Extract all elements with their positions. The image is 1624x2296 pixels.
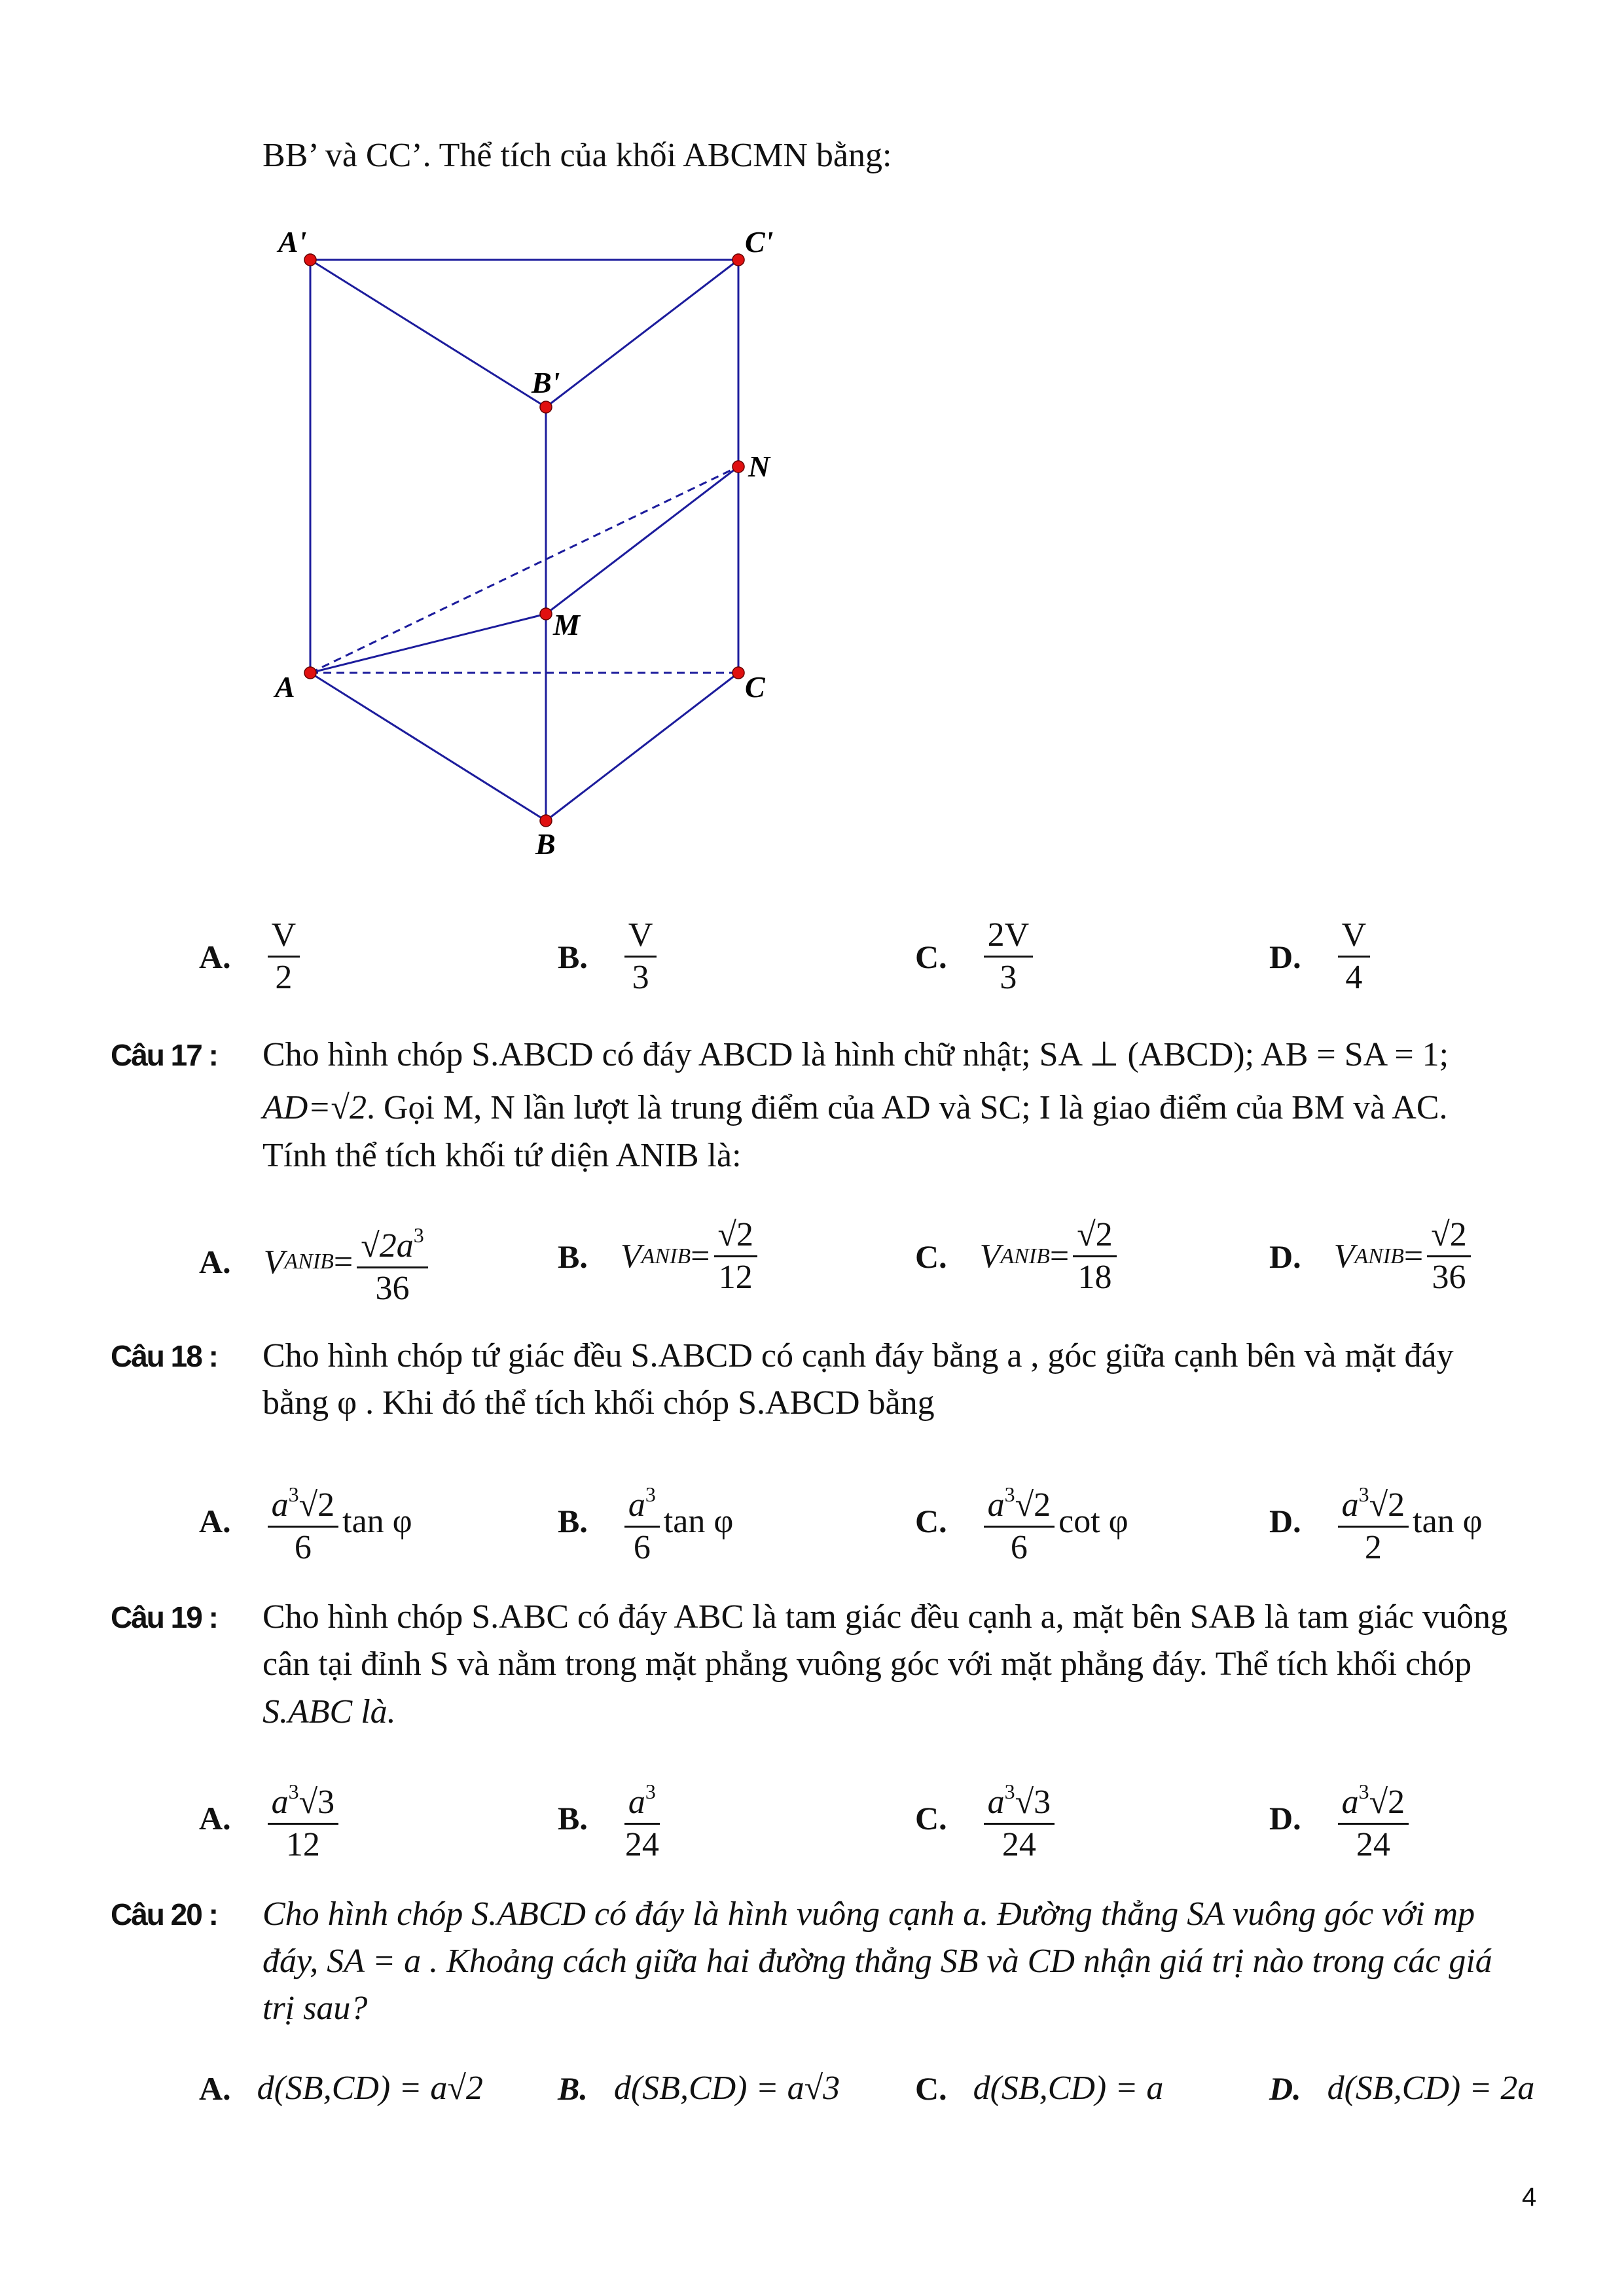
option-letter: B. <box>558 1503 588 1539</box>
option-letter: D. <box>1269 1503 1301 1539</box>
label-b: B <box>535 827 556 861</box>
option-letter: C. <box>915 2070 947 2107</box>
q16-option-a[interactable] <box>199 915 304 998</box>
label-b1: B' <box>532 366 560 399</box>
q19-line-3: S.ABC là. <box>262 1693 396 1731</box>
q18-line-1: Cho hình chóp tứ giác đều S.ABCD có cạnh đáy bằng a , góc giữa cạnh bên và mặt đáy <box>262 1337 1454 1374</box>
trig-function: tan φ <box>663 1502 734 1540</box>
option-letter: C. <box>915 1503 947 1539</box>
fraction: $\frac{√2}{36}$ <box>1427 1215 1471 1298</box>
q17-label: Câu 17 : <box>111 1038 217 1072</box>
q19-option-a[interactable] <box>199 1771 342 1865</box>
q19-option-b[interactable] <box>558 1771 664 1865</box>
option-letter: B. <box>558 1238 588 1275</box>
q17-line-1: Cho hình chóp S.ABCD có đáy ABCD là hình chữ nhật; SA ⊥ (ABCD); AB = SA = 1; <box>262 1036 1449 1073</box>
label-a1: A' <box>278 225 307 259</box>
q20-option-d[interactable] <box>1269 2069 1534 2108</box>
q17-line-3: Tính thể tích khối tứ diện ANIB là: <box>262 1137 742 1174</box>
q17-option-c[interactable] <box>915 1215 1121 1298</box>
q20-option-a[interactable] <box>199 2069 483 2108</box>
fraction: $\frac{a^3√2}{2}$ <box>1338 1474 1409 1568</box>
q20-line-3: trị sau? <box>262 1990 368 2027</box>
fraction: $\frac{a^3}{6}$ <box>624 1474 660 1568</box>
q19-label: Câu 19 : <box>111 1600 217 1634</box>
option-expression: d(SB,CD) = a <box>973 2070 1164 2107</box>
point-a <box>304 667 316 679</box>
option-letter: D. <box>1269 1238 1301 1275</box>
fraction: $\frac{a^3√3}{24}$ <box>984 1771 1055 1865</box>
q17-option-a[interactable] <box>199 1215 432 1309</box>
option-letter: A. <box>199 1244 231 1280</box>
edge-a1-b1 <box>310 260 546 407</box>
option-letter: A. <box>199 938 231 975</box>
v: V <box>620 1238 641 1275</box>
label-c1: C' <box>745 225 774 259</box>
eq: = <box>1403 1238 1424 1275</box>
fraction: $\frac{a^3}{24}$ <box>624 1771 660 1865</box>
edge-b1-c1 <box>546 260 738 407</box>
edge-b-c <box>546 673 738 821</box>
prism-figure <box>0 0 851 877</box>
fraction: $\frac{V}{4}$ <box>1338 915 1371 998</box>
option-letter: B. <box>558 1800 588 1837</box>
option-expression: d(SB,CD) = 2a <box>1327 2070 1535 2107</box>
edge-m-n <box>546 467 738 614</box>
option-letter: B. <box>558 938 588 975</box>
option-letter: C. <box>915 938 947 975</box>
trig-function: cot φ <box>1058 1502 1128 1540</box>
q20-option-b[interactable] <box>558 2069 840 2108</box>
q17-option-b[interactable] <box>558 1215 761 1298</box>
point-m <box>540 608 552 620</box>
edge-a-b <box>310 673 546 821</box>
option-letter: D. <box>1269 1800 1301 1837</box>
q19-line-2: cân tại đỉnh S và nằm trong mặt phẳng vuông góc với mặt phẳng đáy. Thể tích khối chóp <box>262 1645 1472 1683</box>
option-letter: A. <box>199 1800 231 1837</box>
q18-option-a[interactable] <box>199 1474 412 1568</box>
edge-a-n-dashed <box>310 467 738 673</box>
subscript: ANIB <box>284 1249 334 1274</box>
q18-option-c[interactable] <box>915 1474 1128 1568</box>
fraction: $\frac{V}{2}$ <box>268 915 300 998</box>
q19-option-d[interactable] <box>1269 1771 1413 1865</box>
label-n: N <box>748 450 770 483</box>
option-letter: B. <box>558 2070 588 2107</box>
label-c: C <box>745 670 765 704</box>
q20-line-1: Cho hình chóp S.ABCD có đáy là hình vuông cạnh a. Đường thẳng SA vuông góc với mp <box>262 1895 1475 1933</box>
option-expression: d(SB,CD) = a√3 <box>613 2070 840 2107</box>
fraction: $\frac{√2}{12}$ <box>714 1215 758 1298</box>
trig-function: tan φ <box>342 1502 412 1540</box>
q20-label: Câu 20 : <box>111 1897 217 1931</box>
subscript: ANIB <box>1354 1244 1404 1268</box>
v: V <box>1333 1238 1355 1275</box>
fraction: $\frac{√2}{18}$ <box>1073 1215 1117 1298</box>
label-a: A <box>275 670 295 704</box>
q17-line-2-text: . Gọi M, N lần lượt là trung điểm của AD và SC; I là giao điểm của BM và AC. <box>366 1089 1448 1126</box>
point-c <box>732 667 744 679</box>
eq: = <box>691 1238 710 1275</box>
subscript: ANIB <box>1000 1244 1050 1268</box>
option-expression: d(SB,CD) = a√2 <box>257 2070 483 2107</box>
fraction: $\frac{V}{3}$ <box>624 915 657 998</box>
q20-line-2: đáy, SA = a . Khoảng cách giữa hai đường thẳng SB và CD nhận giá trị nào trong các giá <box>262 1943 1492 1980</box>
option-letter: A. <box>199 1503 231 1539</box>
q18-option-d[interactable] <box>1269 1474 1483 1568</box>
q18-option-b[interactable] <box>558 1474 733 1568</box>
option-letter: A. <box>199 2070 231 2107</box>
ad-expression: AD=√2 <box>262 1089 367 1126</box>
q19-option-c[interactable] <box>915 1771 1058 1865</box>
edge-a-m <box>310 614 546 673</box>
eq: = <box>1049 1238 1070 1275</box>
point-c1 <box>732 254 744 266</box>
v: V <box>263 1243 285 1281</box>
option-letter: D. <box>1269 938 1301 975</box>
point-n <box>732 461 744 473</box>
q19-line-1: Cho hình chóp S.ABC có đáy ABC là tam giác đều cạnh a, mặt bên SAB là tam giác vuông <box>262 1598 1508 1636</box>
point-b1 <box>540 401 552 413</box>
q20-option-c[interactable] <box>915 2069 1163 2108</box>
q16-intro: BB’ và CC’. Thể tích của khối ABCMN bằng: <box>262 137 892 174</box>
fraction: $\frac{a^3√2}{6}$ <box>268 1474 339 1568</box>
option-letter: C. <box>915 1800 947 1837</box>
fraction: $\frac{2V}{3}$ <box>984 915 1034 998</box>
fraction: $\frac{a^3√3}{12}$ <box>268 1771 339 1865</box>
v: V <box>979 1238 1001 1275</box>
label-m: M <box>553 608 580 641</box>
q18-label: Câu 18 : <box>111 1339 217 1373</box>
q17-line-2 <box>262 1088 1448 1128</box>
fraction: $\frac{√2a^3}{36}$ <box>357 1215 428 1309</box>
q17-option-d[interactable] <box>1269 1215 1475 1298</box>
trig-function: tan φ <box>1413 1502 1483 1540</box>
fraction: $\frac{a^3√2}{6}$ <box>984 1474 1055 1568</box>
subscript: ANIB <box>641 1244 691 1268</box>
q16-option-d[interactable] <box>1269 915 1374 998</box>
q16-option-c[interactable] <box>915 915 1037 998</box>
point-b <box>540 815 552 827</box>
fraction: $\frac{a^3√2}{24}$ <box>1338 1771 1409 1865</box>
option-letter: D. <box>1269 2070 1301 2107</box>
option-letter: C. <box>915 1238 947 1275</box>
page-number: 4 <box>1522 2183 1537 2212</box>
q16-option-b[interactable] <box>558 915 660 998</box>
eq: = <box>333 1243 353 1281</box>
q18-line-2: bằng φ . Khi đó thể tích khối chóp S.ABCD bằng <box>262 1384 935 1422</box>
